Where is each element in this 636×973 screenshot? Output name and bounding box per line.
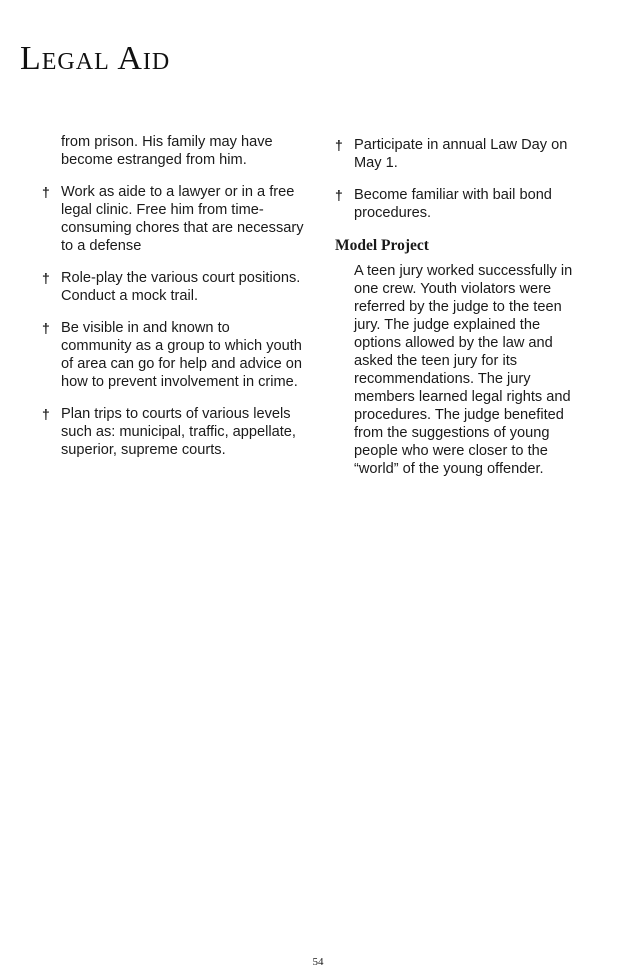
list-item-text: Plan trips to courts of various levels such as: municipal, traffic, appellate, superior, supreme courts. <box>61 406 296 458</box>
section-body: A teen jury worked successfully in one crew. Youth violators were referred by the judge to the teen jury. The judge explained the options allowed by the law and asked the teen jury for its recommendations. The jury members learned legal rights and procedures. The judge benefited from the suggestions of young people who were closer to the “world” of the young offender. <box>354 263 573 477</box>
cross-bullet-icon: † <box>335 137 343 153</box>
list-item-text: Be visible in and known to community as a group to which youth of area can go for help and advice on how to prevent involvement in crime. <box>61 320 302 390</box>
cross-bullet-icon: † <box>335 187 343 203</box>
right-bullet-list <box>335 136 590 222</box>
left-column <box>42 133 304 473</box>
list-item <box>42 319 304 391</box>
cross-bullet-icon: † <box>42 406 50 422</box>
page-number: 54 <box>312 956 324 968</box>
cross-bullet-icon: † <box>42 270 50 286</box>
list-item <box>335 186 590 222</box>
list-item-text: Become familiar with bail bond procedures. <box>354 187 552 221</box>
cross-bullet-icon: † <box>42 184 50 200</box>
list-item-text: Work as aide to a lawyer or in a free legal clinic. Free him from time-consuming chores that are necessary to a defense <box>61 184 304 254</box>
page-title: Legal Aid <box>20 40 171 77</box>
list-item <box>42 269 304 305</box>
section-heading: Model Project <box>335 237 429 254</box>
list-item-text: Participate in annual Law Day on May 1. <box>354 137 568 171</box>
cross-bullet-icon: † <box>42 320 50 336</box>
list-item <box>335 136 590 172</box>
list-item <box>42 405 304 459</box>
right-column <box>335 136 590 478</box>
left-bullet-list <box>42 183 304 459</box>
continued-paragraph: from prison. His family may have become estranged from him. <box>61 134 273 168</box>
list-item <box>42 183 304 255</box>
list-item-text: Role-play the various court positions. Conduct a mock trail. <box>61 270 301 304</box>
